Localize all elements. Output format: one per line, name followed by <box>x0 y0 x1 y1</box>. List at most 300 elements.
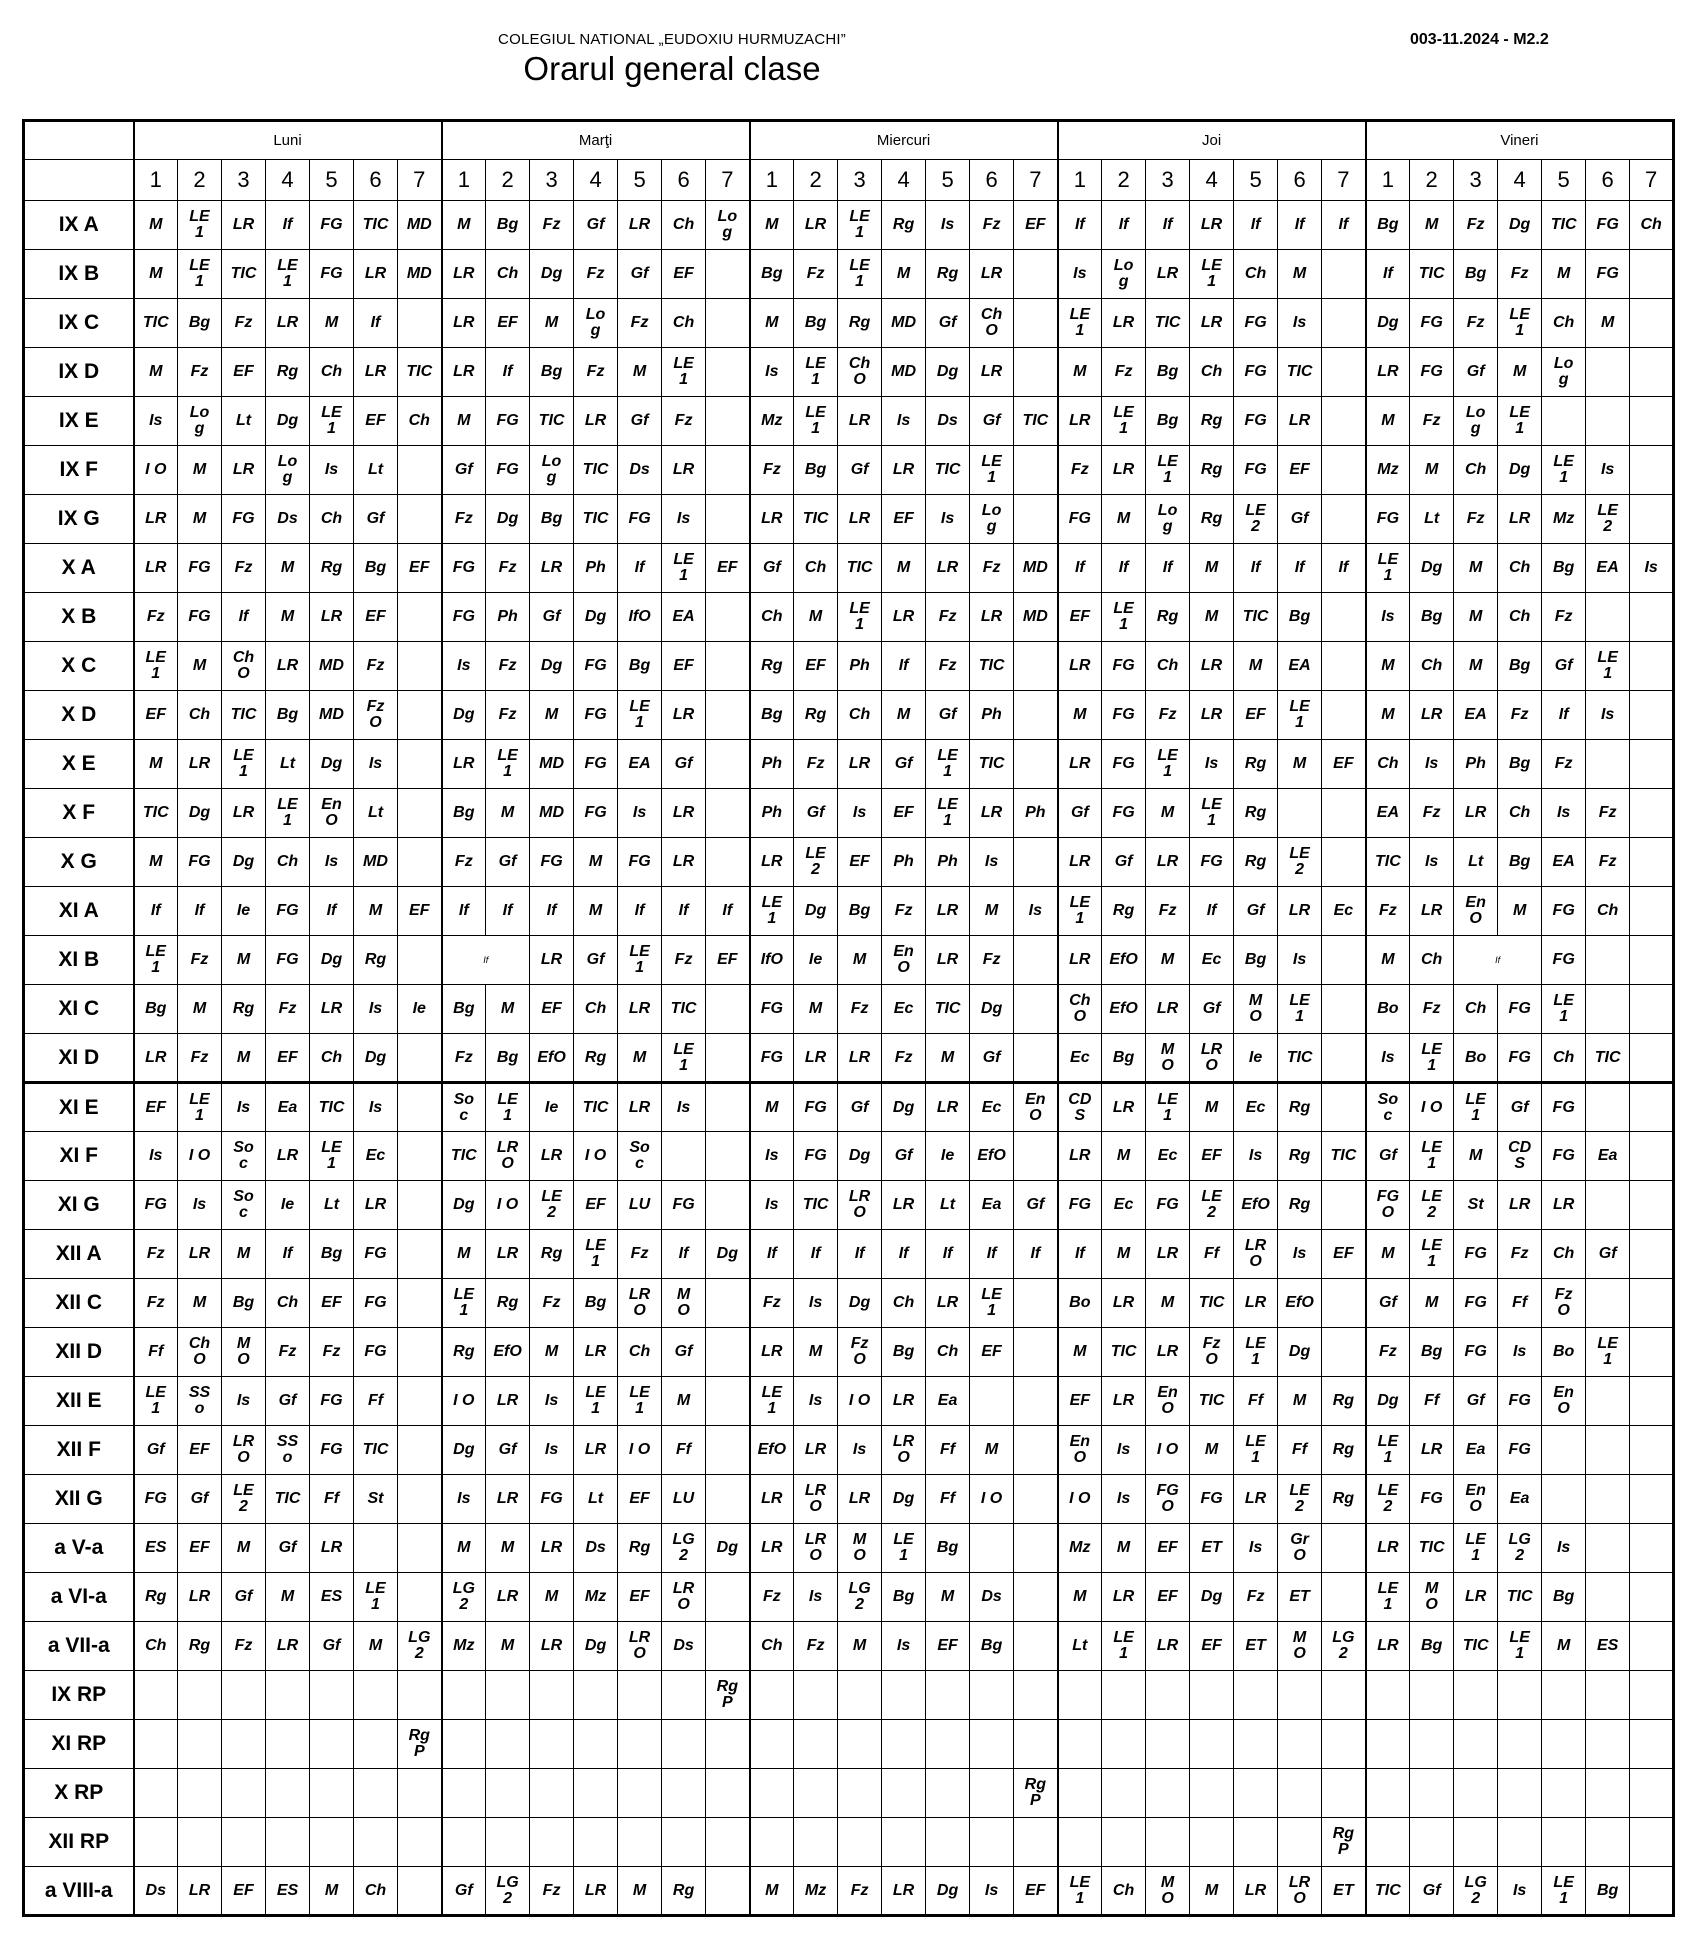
lesson-cell: Gf <box>970 1034 1014 1083</box>
lesson-cell: EF <box>1014 201 1058 250</box>
lesson-cell: FG <box>310 1377 354 1426</box>
lesson-cell: Fz <box>1410 397 1454 446</box>
lesson-cell: Ec <box>1190 936 1234 985</box>
lesson-cell <box>1146 1769 1190 1818</box>
lesson-cell: LR <box>882 1181 926 1230</box>
lesson-cell: ES <box>266 1867 310 1916</box>
lesson-cell: Fz <box>134 1230 178 1279</box>
lesson-cell: Fz <box>134 1279 178 1328</box>
lesson-cell: LR <box>926 544 970 593</box>
lesson-cell <box>706 985 750 1034</box>
class-row <box>24 1867 1674 1916</box>
lesson-cell: TIC <box>662 985 706 1034</box>
lesson-cell: LE 1 <box>1542 446 1586 495</box>
lesson-cell: Ch <box>1586 887 1630 936</box>
lesson-cell: LR <box>838 1034 882 1083</box>
lesson-cell: Ds <box>574 1524 618 1573</box>
lesson-cell: EA <box>1542 838 1586 887</box>
lesson-cell <box>1542 1818 1586 1867</box>
lesson-cell <box>1234 1671 1278 1720</box>
lesson-cell: Lo g <box>266 446 310 495</box>
lesson-cell: Rg <box>1146 593 1190 642</box>
lesson-cell <box>706 1083 750 1132</box>
lesson-cell: LR <box>530 1132 574 1181</box>
lesson-cell: Fz <box>1410 789 1454 838</box>
class-name: X RP <box>24 1769 134 1818</box>
lesson-cell: Rg <box>222 985 266 1034</box>
lesson-cell: Fz <box>618 299 662 348</box>
lesson-cell: LR O <box>618 1622 662 1671</box>
lesson-cell: LE 1 <box>750 887 794 936</box>
lesson-cell: Ea <box>266 1083 310 1132</box>
lesson-cell <box>222 1818 266 1867</box>
lesson-cell: Ec <box>1322 887 1366 936</box>
lesson-cell <box>1322 1573 1366 1622</box>
lesson-cell: Ch <box>926 1328 970 1377</box>
period-number: 2 <box>486 160 530 201</box>
lesson-cell: M O <box>1410 1573 1454 1622</box>
lesson-cell: LE 1 <box>970 1279 1014 1328</box>
class-name: XII A <box>24 1230 134 1279</box>
lesson-cell: Ea <box>970 1181 1014 1230</box>
lesson-cell: TIC <box>1322 1132 1366 1181</box>
period-number: 5 <box>1542 160 1586 201</box>
lesson-cell: LE 1 <box>178 250 222 299</box>
lesson-cell: Ff <box>354 1377 398 1426</box>
lesson-cell: LG 2 <box>838 1573 882 1622</box>
lesson-cell: Is <box>794 1377 838 1426</box>
lesson-cell <box>1630 1475 1674 1524</box>
lesson-cell <box>1586 1818 1630 1867</box>
lesson-cell: Gf <box>970 397 1014 446</box>
lesson-cell <box>1630 1622 1674 1671</box>
lesson-cell: M <box>1102 1524 1146 1573</box>
lesson-cell: Gf <box>442 446 486 495</box>
lesson-cell: M <box>134 250 178 299</box>
lesson-cell: LR <box>442 740 486 789</box>
lesson-cell: EF <box>706 544 750 593</box>
lesson-cell <box>1366 1671 1410 1720</box>
lesson-cell <box>574 1671 618 1720</box>
lesson-cell: M <box>1586 299 1630 348</box>
lesson-cell: TIC <box>970 642 1014 691</box>
lesson-cell: LE 1 <box>1542 985 1586 1034</box>
lesson-cell: M <box>266 593 310 642</box>
lesson-cell: Is <box>1630 544 1674 593</box>
lesson-cell: LR O <box>794 1524 838 1573</box>
lesson-cell <box>618 1720 662 1769</box>
lesson-cell: Is <box>1498 1328 1542 1377</box>
lesson-cell: Bg <box>530 348 574 397</box>
lesson-cell: FG <box>442 593 486 642</box>
lesson-cell: FG <box>618 495 662 544</box>
lesson-cell: LR <box>486 1230 530 1279</box>
lesson-cell: LR <box>1366 1622 1410 1671</box>
class-name: IX E <box>24 397 134 446</box>
lesson-cell <box>134 1720 178 1769</box>
lesson-cell <box>398 1524 442 1573</box>
lesson-cell: Dg <box>530 642 574 691</box>
class-row <box>24 201 1674 250</box>
lesson-cell: CD S <box>1498 1132 1542 1181</box>
lesson-cell: If <box>970 1230 1014 1279</box>
period-number: 2 <box>178 160 222 201</box>
lesson-cell: M <box>266 1573 310 1622</box>
lesson-cell: If <box>1234 201 1278 250</box>
lesson-cell: LE 1 <box>794 397 838 446</box>
lesson-cell <box>706 446 750 495</box>
lesson-cell: M <box>1058 1573 1102 1622</box>
lesson-cell: St <box>1454 1181 1498 1230</box>
lesson-cell: TIC <box>1190 1279 1234 1328</box>
day-header-marti: Marţi <box>442 121 750 160</box>
lesson-cell: LR <box>970 593 1014 642</box>
lesson-cell: Bg <box>1366 201 1410 250</box>
lesson-cell: M <box>882 250 926 299</box>
lesson-cell: Is <box>1410 838 1454 887</box>
lesson-cell: If <box>794 1230 838 1279</box>
lesson-cell <box>706 691 750 740</box>
lesson-cell: FG <box>574 642 618 691</box>
lesson-cell: Dg <box>442 691 486 740</box>
lesson-cell: LR <box>1146 1622 1190 1671</box>
lesson-cell: FG <box>354 1328 398 1377</box>
lesson-cell: ET <box>1278 1573 1322 1622</box>
lesson-cell: Ea <box>1454 1426 1498 1475</box>
lesson-cell: EF <box>618 1475 662 1524</box>
lesson-cell <box>1630 1132 1674 1181</box>
lesson-cell: Bg <box>222 1279 266 1328</box>
lesson-cell: LR <box>1146 1230 1190 1279</box>
lesson-cell <box>1014 1720 1058 1769</box>
lesson-cell: LR <box>1190 201 1234 250</box>
lesson-cell <box>794 1671 838 1720</box>
lesson-cell: LR <box>1102 1573 1146 1622</box>
lesson-cell: EfO <box>750 1426 794 1475</box>
lesson-cell: LE 1 <box>1234 1328 1278 1377</box>
lesson-cell: Rg <box>1322 1426 1366 1475</box>
lesson-cell: Ie <box>926 1132 970 1181</box>
lesson-cell: LR <box>310 1524 354 1573</box>
lesson-cell: FG <box>1234 299 1278 348</box>
lesson-cell: En O <box>1454 1475 1498 1524</box>
lesson-cell: Fz <box>1498 1230 1542 1279</box>
lesson-cell <box>1322 985 1366 1034</box>
lesson-cell: M <box>794 1328 838 1377</box>
lesson-cell: LG 2 <box>486 1867 530 1916</box>
lesson-cell: M <box>222 1524 266 1573</box>
lesson-cell <box>706 838 750 887</box>
lesson-cell <box>1586 1720 1630 1769</box>
lesson-cell: M <box>1190 1867 1234 1916</box>
lesson-cell: EA <box>662 593 706 642</box>
lesson-cell: M O <box>1278 1622 1322 1671</box>
lesson-cell <box>1542 1671 1586 1720</box>
lesson-cell <box>354 1720 398 1769</box>
lesson-cell: FG O <box>1146 1475 1190 1524</box>
lesson-cell: LR <box>1102 1083 1146 1132</box>
lesson-cell: Is <box>794 1279 838 1328</box>
lesson-cell <box>1058 1769 1102 1818</box>
lesson-cell: Fz <box>662 936 706 985</box>
lesson-cell: Rg <box>618 1524 662 1573</box>
lesson-cell: Is <box>662 1083 706 1132</box>
lesson-cell: Lo g <box>1102 250 1146 299</box>
lesson-cell <box>398 838 442 887</box>
lesson-cell: LR <box>134 495 178 544</box>
lesson-cell: TIC <box>1454 1622 1498 1671</box>
lesson-cell: FG <box>574 740 618 789</box>
lesson-cell <box>1586 1426 1630 1475</box>
class-row <box>24 1230 1674 1279</box>
lesson-cell: Fz <box>574 348 618 397</box>
lesson-cell: Is <box>1278 1230 1322 1279</box>
lesson-cell: MD <box>398 201 442 250</box>
lesson-cell <box>1366 1818 1410 1867</box>
lesson-cell: LE 1 <box>134 1377 178 1426</box>
lesson-cell <box>1102 1818 1146 1867</box>
lesson-cell <box>1322 348 1366 397</box>
lesson-cell: Ec <box>970 1083 1014 1132</box>
lesson-cell: LR <box>882 593 926 642</box>
lesson-cell: Ch <box>1410 936 1454 985</box>
lesson-cell: TIC <box>838 544 882 593</box>
lesson-cell: FG <box>1542 1132 1586 1181</box>
lesson-cell: If <box>486 887 530 936</box>
lesson-cell <box>1410 1769 1454 1818</box>
lesson-cell <box>706 1132 750 1181</box>
lesson-cell: FG <box>354 1279 398 1328</box>
lesson-cell <box>662 1671 706 1720</box>
lesson-cell: FG <box>1498 985 1542 1034</box>
lesson-cell <box>1630 789 1674 838</box>
lesson-cell: Ch <box>134 1622 178 1671</box>
lesson-cell <box>222 1720 266 1769</box>
lesson-cell: EF <box>310 1279 354 1328</box>
lesson-cell <box>794 1769 838 1818</box>
lesson-cell: Mz <box>1058 1524 1102 1573</box>
lesson-cell: If <box>662 1230 706 1279</box>
class-name: X F <box>24 789 134 838</box>
lesson-cell: M <box>1454 1132 1498 1181</box>
lesson-cell: If <box>1322 201 1366 250</box>
lesson-cell: Ch <box>486 250 530 299</box>
lesson-cell: FG <box>1454 1328 1498 1377</box>
lesson-cell: TIC <box>574 446 618 495</box>
lesson-cell <box>442 1769 486 1818</box>
lesson-cell: M <box>178 446 222 495</box>
lesson-cell: Lt <box>354 446 398 495</box>
lesson-cell: If <box>882 642 926 691</box>
lesson-cell: If <box>662 887 706 936</box>
lesson-cell <box>1586 1769 1630 1818</box>
lesson-cell: M <box>530 299 574 348</box>
lesson-cell: Bg <box>178 299 222 348</box>
lesson-cell: If <box>1058 544 1102 593</box>
lesson-cell: LG 2 <box>1454 1867 1498 1916</box>
lesson-cell: I O <box>1058 1475 1102 1524</box>
lesson-cell: Is <box>310 838 354 887</box>
lesson-cell <box>1630 593 1674 642</box>
lesson-cell: LR <box>1146 985 1190 1034</box>
class-name: XII D <box>24 1328 134 1377</box>
lesson-cell: LR O <box>618 1279 662 1328</box>
lesson-cell: Dg <box>706 1230 750 1279</box>
lesson-cell <box>926 1769 970 1818</box>
day-header-row <box>24 121 1674 160</box>
lesson-cell <box>1322 1671 1366 1720</box>
lesson-cell: Rg <box>178 1622 222 1671</box>
lesson-cell: Gf <box>750 544 794 593</box>
lesson-cell: LE 2 <box>1278 838 1322 887</box>
lesson-cell: LR <box>486 1377 530 1426</box>
lesson-cell <box>266 1769 310 1818</box>
lesson-cell: LE 1 <box>838 593 882 642</box>
lesson-cell: SS o <box>178 1377 222 1426</box>
lesson-cell: Fz <box>354 642 398 691</box>
lesson-cell: Fz <box>442 838 486 887</box>
lesson-cell: Bg <box>442 985 486 1034</box>
lesson-cell: Ch <box>1542 1034 1586 1083</box>
lesson-cell: LE 2 <box>1366 1475 1410 1524</box>
lesson-cell: Ch <box>1498 593 1542 642</box>
class-row <box>24 446 1674 495</box>
lesson-cell: Dg <box>1366 299 1410 348</box>
lesson-cell: M <box>178 1279 222 1328</box>
lesson-cell: FG <box>1498 1426 1542 1475</box>
lesson-cell: Bg <box>1542 544 1586 593</box>
lesson-cell: Ie <box>266 1181 310 1230</box>
class-row <box>24 1524 1674 1573</box>
lesson-cell: EA <box>1586 544 1630 593</box>
lesson-cell <box>1234 1769 1278 1818</box>
lesson-cell <box>1322 250 1366 299</box>
lesson-cell <box>442 1818 486 1867</box>
lesson-cell <box>398 691 442 740</box>
lesson-cell: LR O <box>662 1573 706 1622</box>
lesson-cell: Fz <box>882 1034 926 1083</box>
lesson-cell: Gf <box>222 1573 266 1622</box>
lesson-cell: LR <box>1410 887 1454 936</box>
lesson-cell <box>1014 1279 1058 1328</box>
period-number: 6 <box>1278 160 1322 201</box>
lesson-cell: Bg <box>794 299 838 348</box>
lesson-cell: LE 1 <box>838 250 882 299</box>
lesson-cell <box>1630 1377 1674 1426</box>
lesson-cell: Rg <box>1190 397 1234 446</box>
class-row <box>24 593 1674 642</box>
lesson-cell: LE 2 <box>1586 495 1630 544</box>
lesson-cell <box>882 1671 926 1720</box>
lesson-cell: Is <box>530 1377 574 1426</box>
lesson-cell: M <box>310 1867 354 1916</box>
lesson-cell: Fz <box>134 593 178 642</box>
lesson-cell: LE 1 <box>486 1083 530 1132</box>
lesson-cell: Bg <box>882 1328 926 1377</box>
lesson-cell: Gf <box>794 789 838 838</box>
lesson-cell: Bg <box>618 642 662 691</box>
lesson-cell: LE 1 <box>486 740 530 789</box>
lesson-cell <box>662 1720 706 1769</box>
lesson-cell: Ch <box>354 1867 398 1916</box>
lesson-cell: TIC <box>794 495 838 544</box>
lesson-cell: LR O <box>794 1475 838 1524</box>
lesson-cell: LR <box>486 1475 530 1524</box>
lesson-cell: LR <box>1058 838 1102 887</box>
lesson-cell: Dg <box>486 495 530 544</box>
lesson-cell <box>970 1720 1014 1769</box>
lesson-cell: Is <box>926 201 970 250</box>
lesson-cell: Gf <box>1586 1230 1630 1279</box>
lesson-cell: M <box>574 838 618 887</box>
period-number: 1 <box>750 160 794 201</box>
lesson-cell: LE 1 <box>926 740 970 789</box>
lesson-cell: M <box>618 348 662 397</box>
lesson-cell <box>882 1818 926 1867</box>
period-number: 2 <box>1102 160 1146 201</box>
lesson-cell: LR <box>882 1377 926 1426</box>
lesson-cell: LE 1 <box>1410 1132 1454 1181</box>
lesson-cell <box>1586 593 1630 642</box>
lesson-cell: Ph <box>1454 740 1498 789</box>
lesson-cell <box>1410 1671 1454 1720</box>
lesson-cell: LE 1 <box>618 936 662 985</box>
lesson-cell: EF <box>398 544 442 593</box>
lesson-cell: Fz <box>486 642 530 691</box>
lesson-cell <box>838 1720 882 1769</box>
lesson-cell: LR <box>1102 1279 1146 1328</box>
lesson-cell: Dg <box>310 936 354 985</box>
lesson-cell: TIC <box>1190 1377 1234 1426</box>
lesson-cell <box>1454 1818 1498 1867</box>
lesson-cell: Ch <box>838 691 882 740</box>
lesson-cell: Dg <box>222 838 266 887</box>
lesson-cell <box>706 1377 750 1426</box>
lesson-cell: M <box>178 495 222 544</box>
lesson-cell <box>706 789 750 838</box>
lesson-cell: LE 1 <box>1498 1622 1542 1671</box>
lesson-cell: Ff <box>134 1328 178 1377</box>
lesson-cell <box>1058 1818 1102 1867</box>
lesson-cell: Fz <box>838 1867 882 1916</box>
lesson-cell: LR O <box>222 1426 266 1475</box>
lesson-cell: Bg <box>838 887 882 936</box>
lesson-cell: Bo <box>1454 1034 1498 1083</box>
class-row <box>24 1622 1674 1671</box>
lesson-cell: Bg <box>1498 642 1542 691</box>
lesson-cell <box>1322 1328 1366 1377</box>
lesson-cell: M <box>1542 250 1586 299</box>
lesson-cell: MD <box>530 740 574 789</box>
lesson-cell: LE 1 <box>1586 642 1630 691</box>
lesson-cell <box>706 1818 750 1867</box>
lesson-cell <box>398 1475 442 1524</box>
lesson-cell <box>398 446 442 495</box>
lesson-cell: Lo g <box>178 397 222 446</box>
lesson-cell: Fz O <box>1542 1279 1586 1328</box>
lesson-cell: Dg <box>574 1622 618 1671</box>
lesson-cell: Lt <box>222 397 266 446</box>
period-number: 7 <box>1630 160 1674 201</box>
lesson-cell <box>266 1671 310 1720</box>
lesson-cell: Ch <box>266 838 310 887</box>
lesson-cell: LR <box>1278 397 1322 446</box>
lesson-cell: LR <box>750 1328 794 1377</box>
lesson-cell: Gf <box>662 740 706 789</box>
lesson-cell: FG <box>310 250 354 299</box>
lesson-cell: If <box>310 887 354 936</box>
lesson-cell <box>134 1671 178 1720</box>
